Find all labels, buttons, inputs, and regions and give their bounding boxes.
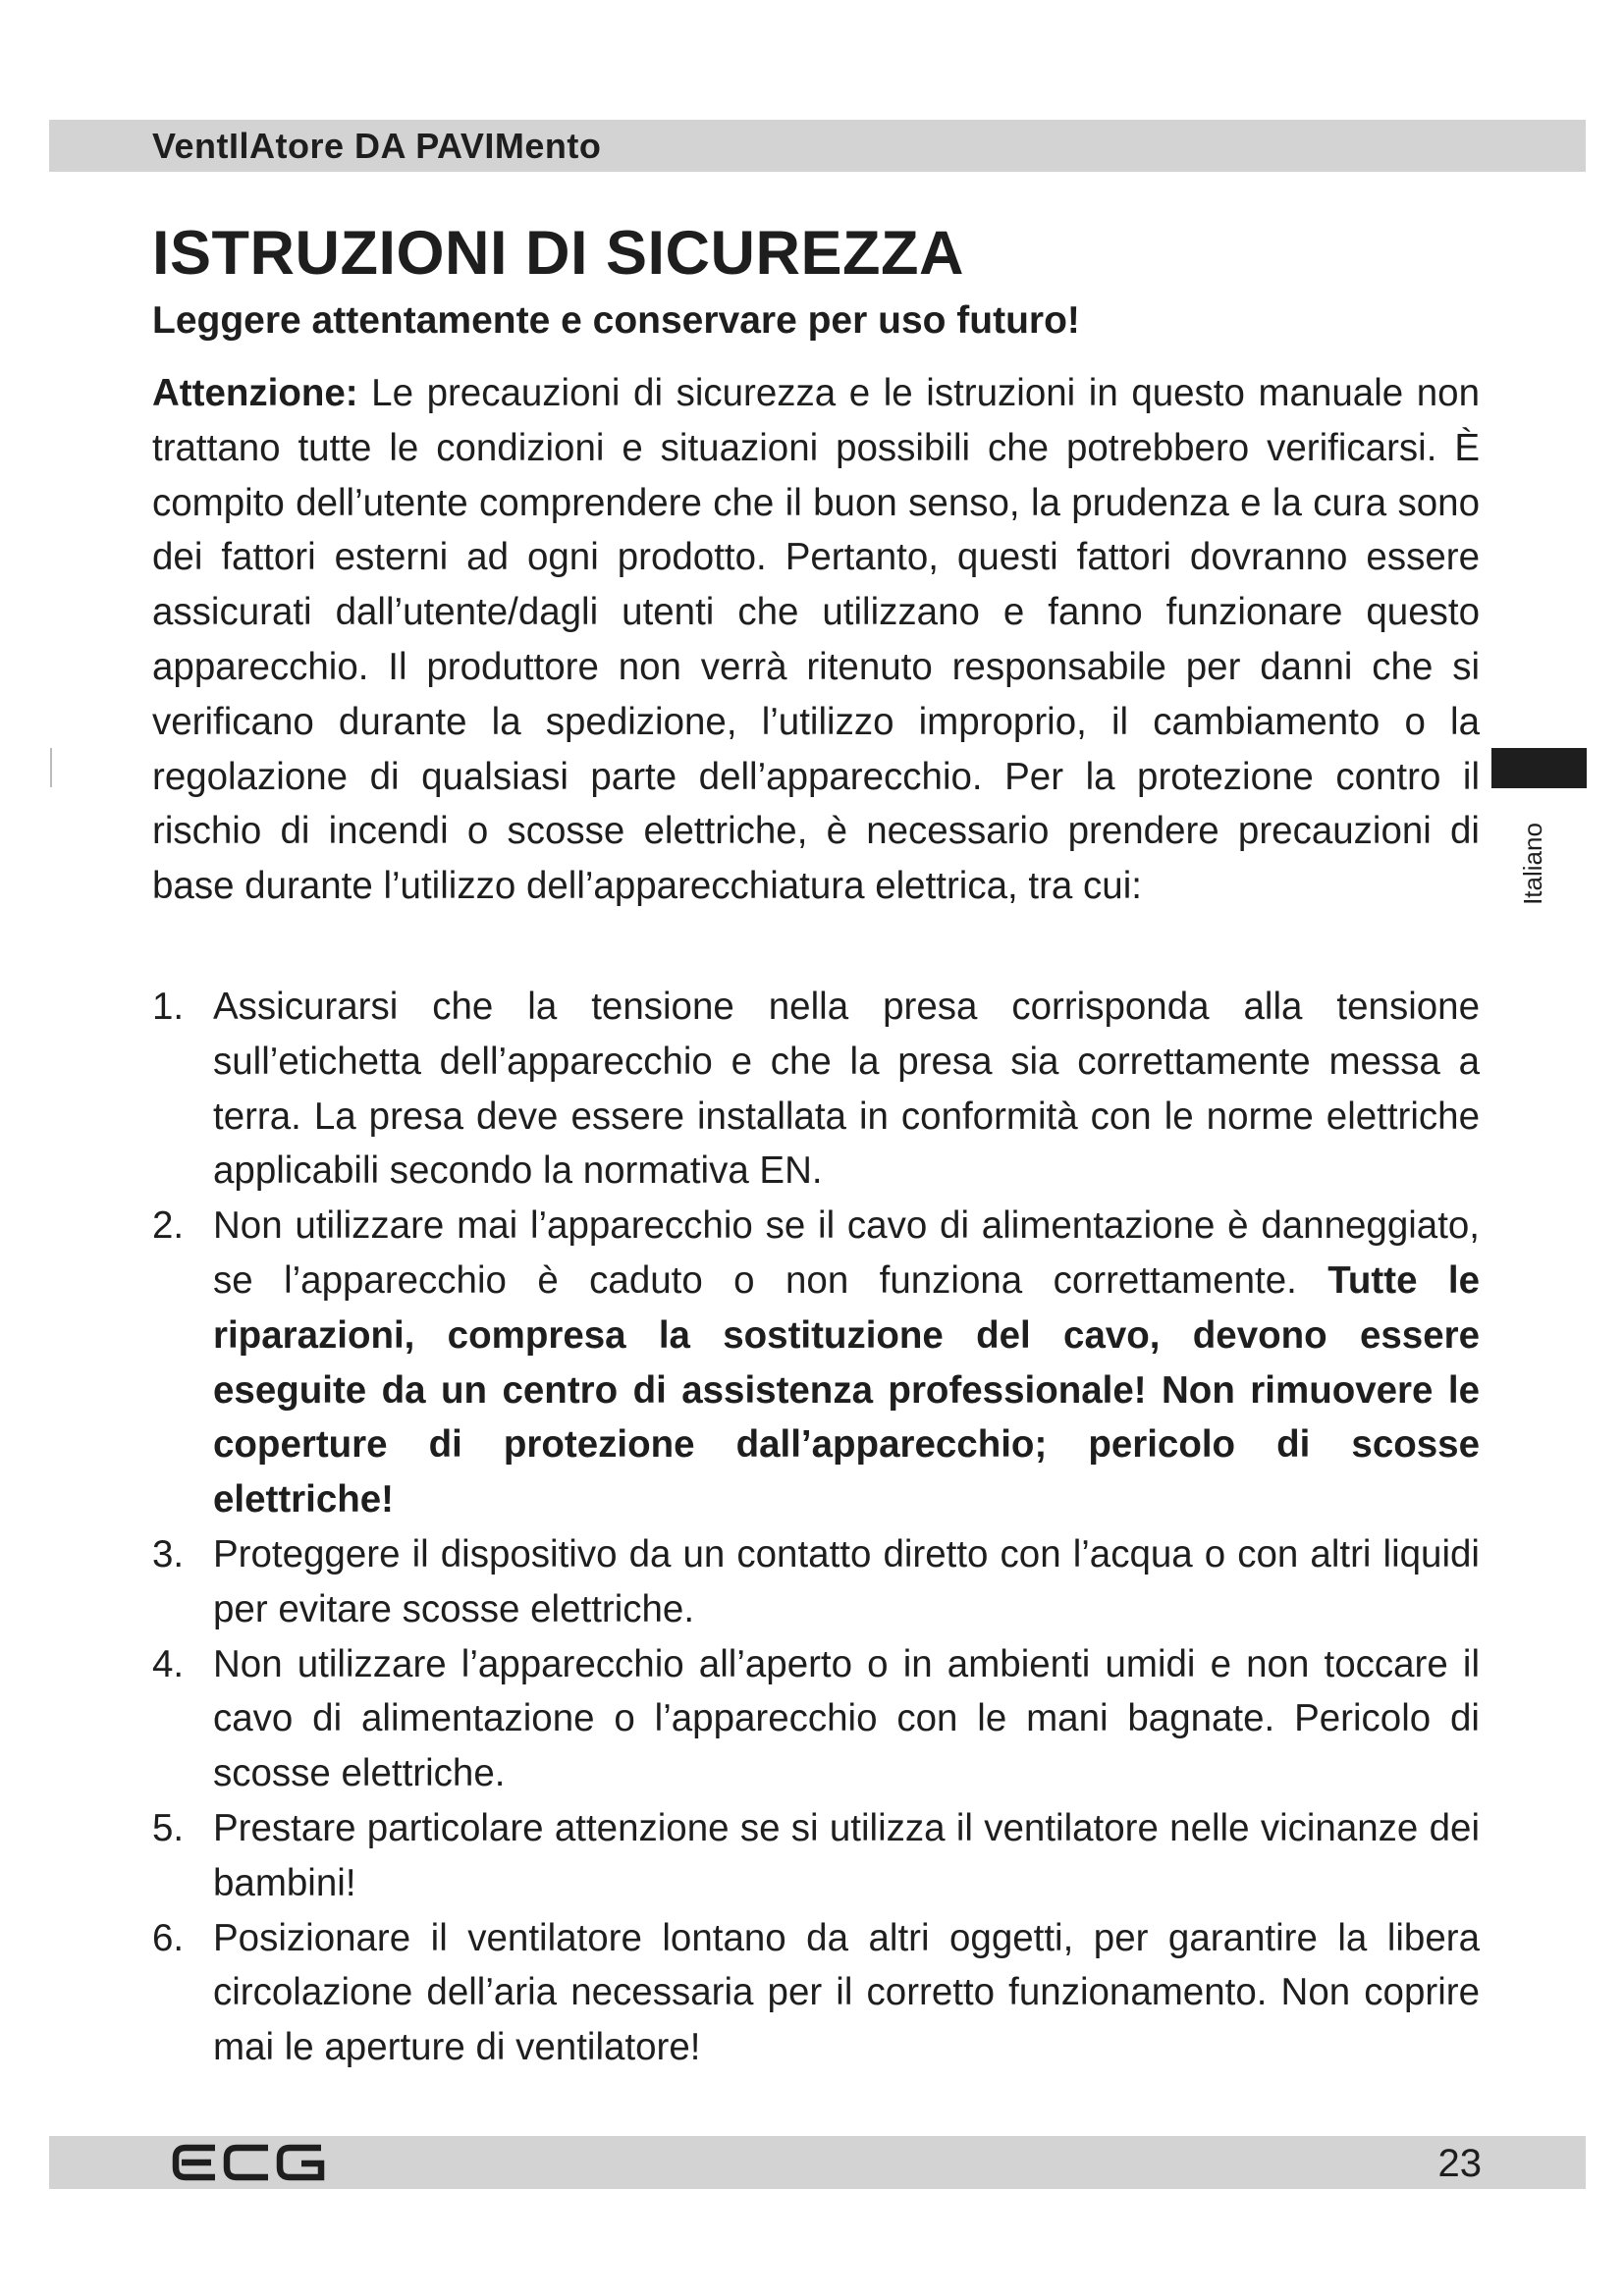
ecg-logo [172, 2144, 329, 2181]
list-item [152, 980, 1480, 1199]
list-item [152, 1637, 1480, 1801]
list-item-bold-text: Tutte le riparazioni, compresa la sostituzione del cavo, devono essere eseguite da un centro di assistenza professionale! Non rimuovere le coperture di protezione dall’apparecchio; pericolo di scosse elettriche! [213, 1258, 1480, 1522]
page-title: ISTRUZIONI DI SICUREZZA [152, 219, 964, 288]
binding-mark [50, 748, 52, 787]
subtitle: Leggere attentamente e conservare per uso futuro! [152, 299, 1080, 342]
page-number: 23 [1437, 2142, 1482, 2185]
list-item-text: Assicurarsi che la tensione nella presa corrisponda alla tensione sull’etichetta dell’apparecchio e che la presa sia correttamente messa a terra. La presa deve essere installata in conformità con le norme elettriche applicabili secondo la normativa EN. [213, 986, 1480, 1193]
section-title: VentIlAtore DA PAVIMento [152, 126, 602, 166]
list-item-text: Prestare particolare attenzione se si utilizza il ventilatore nelle vicinanze dei bambini! [213, 1806, 1480, 1904]
warning-label: Attenzione: [152, 372, 358, 414]
list-item [152, 1527, 1480, 1637]
list-item-text: Non utilizzare l’apparecchio all’aperto o in ambienti umidi e non toccare il cavo di alimentazione o l’apparecchio con le mani bagnate. Pericolo di scosse elettriche. [213, 1642, 1480, 1795]
list-item-number: 2. [152, 1204, 185, 1248]
list-item-text: Posizionare il ventilatore lontano da altri oggetti, per garantire la libera circolazione dell’aria necessaria per il corretto funzionamento. Non coprire mai le aperture di ventilatore! [213, 1916, 1480, 2069]
safety-list [152, 980, 1480, 2075]
list-item-number: 1. [152, 986, 185, 1028]
language-label: Italiano [1518, 823, 1547, 905]
list-item-number: 4. [152, 1642, 185, 1685]
warning-text: Le precauzioni di sicurezza e le istruzioni in questo manuale non trattano tutte le condizioni e situazioni possibili che potrebbero verificarsi. È compito dell’utente comprendere che il buon senso, la prudenza e la cura sono dei fattori esterni ad ogni prodotto. Pertanto, questi fattori dovranno essere assicurati dall’utente/dagli utenti che utilizzano e fanno funzionare questo apparecchio. Il produttore non verrà ritenuto responsabile per danni che si verificano durante la spedizione, l’utilizzo improprio, il cambiamento o la regolazione di qualsiasi parte dell’apparecchio. Per la protezione contro il rischio di incendi o scosse elettriche, è necessario prendere precauzioni di base durante l’utilizzo dell’apparecchiatura elettrica, tra cui: [152, 372, 1480, 908]
language-tab [1491, 748, 1587, 788]
list-item [152, 1911, 1480, 2075]
list-item-text: Non utilizzare mai l’apparecchio se il cavo di alimentazione è danneggiato, se l’apparecchio è caduto o non funziona correttamente. [213, 1204, 1480, 1302]
list-item [152, 1199, 1480, 1527]
list-item-number: 6. [152, 1916, 185, 1959]
warning-paragraph [152, 366, 1480, 914]
list-item-text: Proteggere il dispositivo da un contatto diretto con l’acqua o con altri liquidi per evitare scosse elettriche. [213, 1532, 1480, 1630]
list-item [152, 1801, 1480, 1911]
list-item-number: 5. [152, 1806, 185, 1849]
list-item-number: 3. [152, 1532, 185, 1575]
